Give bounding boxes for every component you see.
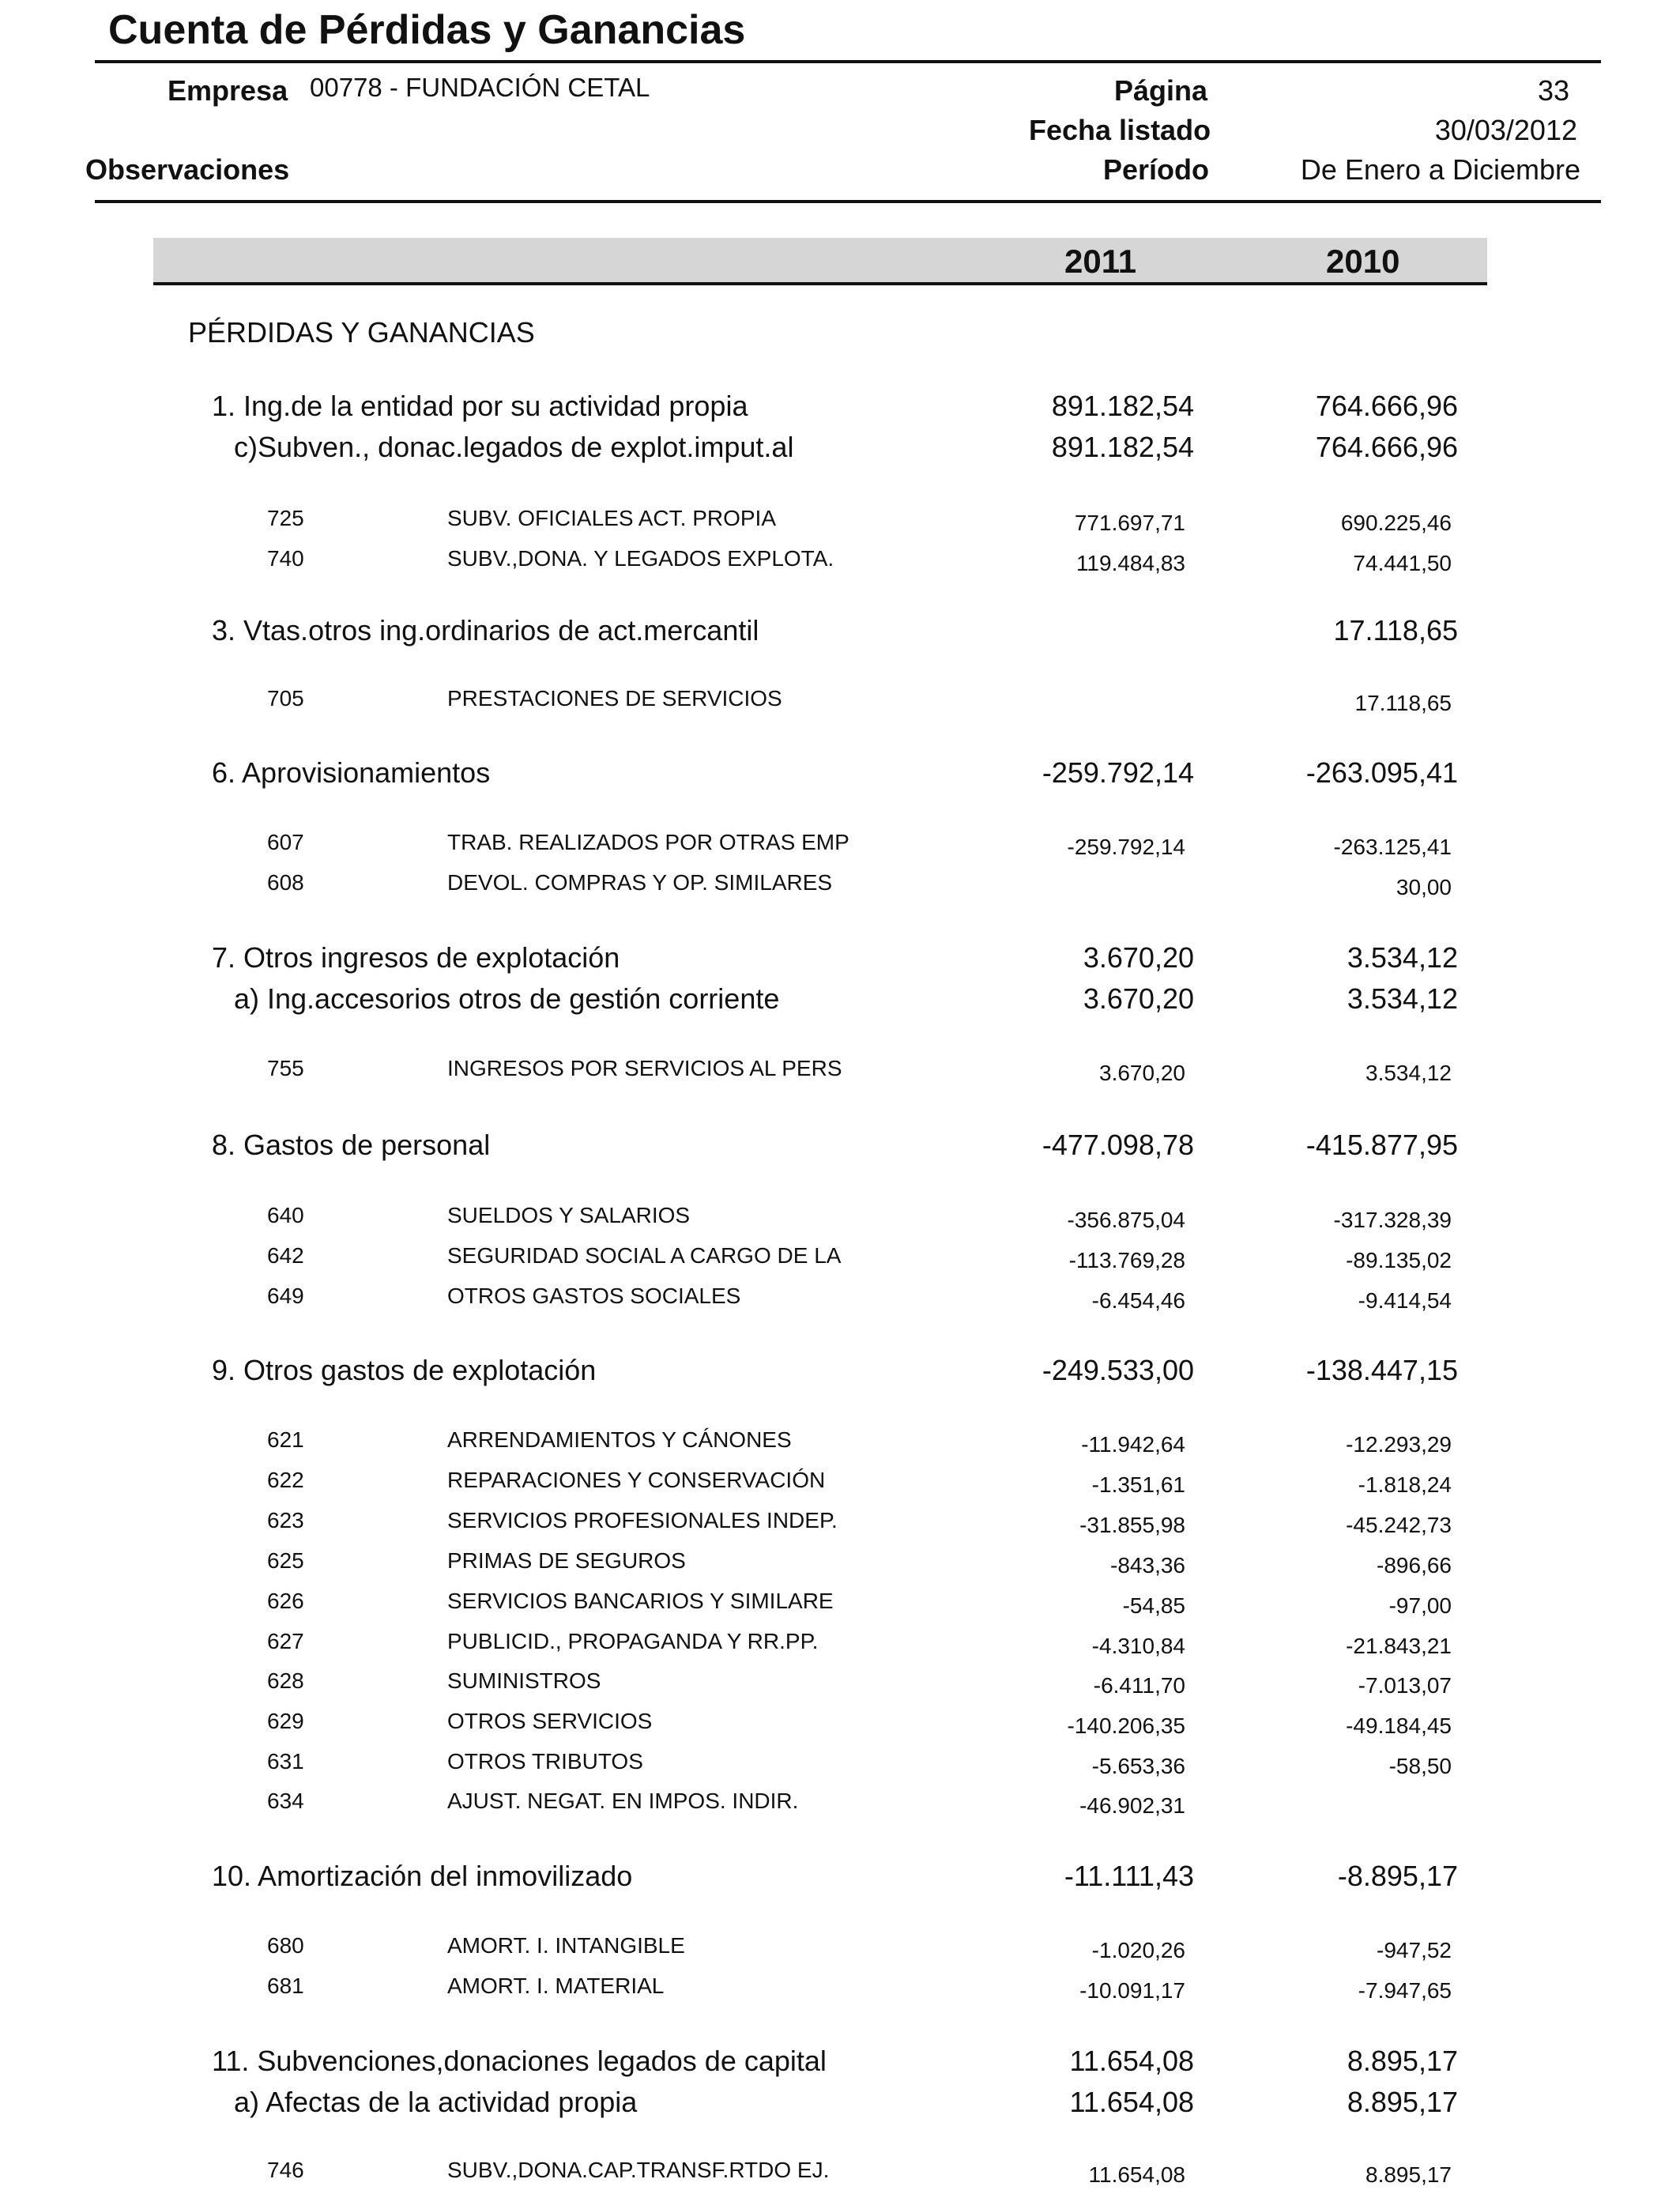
value-2011: -11.111,43 <box>1064 1860 1194 1892</box>
account-code: 680 <box>267 1933 304 1958</box>
line-item-label: a) Ing.accesorios otros de gestión corriente <box>234 982 780 1015</box>
value-2011: -249.533,00 <box>1042 1354 1194 1386</box>
value-2011: -31.855,98 <box>1079 1513 1185 1537</box>
account-description: TRAB. REALIZADOS POR OTRAS EMP <box>447 830 849 854</box>
periodo-label: Período <box>1103 153 1210 186</box>
account-code: 625 <box>267 1548 304 1573</box>
account-description: DEVOL. COMPRAS Y OP. SIMILARES <box>447 870 833 895</box>
value-2011: -356.875,04 <box>1067 1208 1185 1232</box>
account-description: OTROS GASTOS SOCIALES <box>447 1284 741 1308</box>
account-code: 746 <box>267 2158 304 2182</box>
account-code: 622 <box>267 1468 304 1492</box>
section-title: PÉRDIDAS Y GANANCIAS <box>188 316 535 349</box>
value-2011: 891.182,54 <box>1051 431 1194 463</box>
account-description: SUMINISTROS <box>447 1668 601 1693</box>
account-code: 608 <box>267 870 304 895</box>
account-code: 705 <box>267 686 304 711</box>
value-2010: -9.414,54 <box>1358 1288 1452 1313</box>
account-description: INGRESOS POR SERVICIOS AL PERS <box>447 1056 842 1080</box>
value-2011: -6.454,46 <box>1091 1288 1185 1313</box>
value-2011: -54,85 <box>1122 1593 1185 1618</box>
value-2010: -947,52 <box>1377 1938 1452 1962</box>
line-item-label: 11. Subvenciones,donaciones legados de capital <box>212 2045 827 2077</box>
header-top-rule <box>95 60 1601 63</box>
column-header-band <box>153 238 1487 285</box>
value-2011: -1.351,61 <box>1091 1472 1185 1497</box>
account-description: PRESTACIONES DE SERVICIOS <box>447 686 782 711</box>
value-2010: -263.095,41 <box>1305 756 1458 789</box>
empresa-value: 00778 - FUNDACIÓN CETAL <box>310 73 650 102</box>
account-code: 628 <box>267 1668 304 1693</box>
account-code: 740 <box>267 546 304 571</box>
value-2010: 74.441,50 <box>1353 551 1452 575</box>
value-2010: -58,50 <box>1388 1754 1452 1778</box>
value-2010: -1.818,24 <box>1358 1472 1452 1497</box>
account-description: SEGURIDAD SOCIAL A CARGO DE LA <box>447 1243 842 1268</box>
account-description: SUBV. OFICIALES ACT. PROPIA <box>447 506 776 530</box>
account-description: SERVICIOS BANCARIOS Y SIMILARE <box>447 1589 834 1613</box>
account-description: PUBLICID., PROPAGANDA Y RR.PP. <box>447 1629 819 1653</box>
observaciones-label: Observaciones <box>85 153 290 186</box>
account-code: 631 <box>267 1749 304 1774</box>
account-description: SUBV.,DONA.CAP.TRANSF.RTDO EJ. <box>447 2158 830 2182</box>
line-item-label: 8. Gastos de personal <box>212 1129 491 1161</box>
account-code: 649 <box>267 1284 304 1308</box>
value-2011: 771.697,71 <box>1074 511 1185 535</box>
value-2011: 3.670,20 <box>1083 982 1194 1015</box>
account-code: 629 <box>267 1709 304 1733</box>
value-2010: 8.895,17 <box>1347 2086 1458 2118</box>
account-code: 681 <box>267 1973 304 1998</box>
account-description: AMORT. I. MATERIAL <box>447 1973 665 1998</box>
value-2011: 11.654,08 <box>1069 2045 1194 2077</box>
value-2010: -97,00 <box>1388 1593 1452 1618</box>
value-2010: -7.947,65 <box>1358 1978 1452 2003</box>
value-2010: -138.447,15 <box>1305 1354 1458 1386</box>
pagina-label: Página <box>1114 74 1208 107</box>
value-2010: 690.225,46 <box>1340 511 1452 535</box>
fecha-value: 30/03/2012 <box>1434 114 1577 146</box>
value-2010: -415.877,95 <box>1305 1129 1458 1161</box>
value-2011: 11.654,08 <box>1088 2162 1185 2187</box>
account-code: 607 <box>267 830 304 854</box>
value-2011: -1.020,26 <box>1091 1938 1185 1962</box>
value-2011: -259.792,14 <box>1067 835 1185 859</box>
account-code: 623 <box>267 1508 304 1532</box>
empresa-label: Empresa <box>168 74 288 107</box>
account-code: 755 <box>267 1056 304 1080</box>
line-item-label: c)Subven., donac.legados de explot.imput.al <box>234 431 794 463</box>
line-item-label: 6. Aprovisionamientos <box>212 756 491 789</box>
value-2010: -263.125,41 <box>1333 835 1452 859</box>
line-item-label: 10. Amortización del inmovilizado <box>212 1860 633 1892</box>
periodo-value: De Enero a Diciembre <box>1300 153 1580 186</box>
line-item-label: 9. Otros gastos de explotación <box>212 1354 597 1386</box>
value-2010: 3.534,12 <box>1365 1061 1452 1085</box>
value-2010: -21.843,21 <box>1346 1634 1452 1658</box>
value-2010: 17.118,65 <box>1333 614 1458 647</box>
account-description: OTROS TRIBUTOS <box>447 1749 643 1774</box>
account-description: AJUST. NEGAT. EN IMPOS. INDIR. <box>447 1789 799 1813</box>
line-item-label: 1. Ing.de la entidad por su actividad propia <box>212 390 748 422</box>
account-code: 634 <box>267 1789 304 1813</box>
value-2010: -12.293,29 <box>1346 1432 1452 1457</box>
year-2011-header: 2011 <box>1064 243 1137 280</box>
account-description: PRIMAS DE SEGUROS <box>447 1548 686 1573</box>
line-item-label: 3. Vtas.otros ing.ordinarios de act.mercantil <box>212 614 759 647</box>
value-2011: 11.654,08 <box>1069 2086 1194 2118</box>
value-2011: 891.182,54 <box>1051 390 1194 422</box>
value-2010: 3.534,12 <box>1347 982 1458 1015</box>
account-description: OTROS SERVICIOS <box>447 1709 653 1733</box>
value-2010: -896,66 <box>1377 1553 1452 1578</box>
value-2011: -4.310,84 <box>1091 1634 1185 1658</box>
value-2011: -113.769,28 <box>1068 1248 1185 1272</box>
value-2010: 764.666,96 <box>1315 431 1458 463</box>
value-2011: -6.411,70 <box>1093 1673 1185 1698</box>
line-item-label: 7. Otros ingresos de explotación <box>212 941 620 974</box>
value-2011: -140.206,35 <box>1067 1713 1185 1738</box>
line-item-label: a) Afectas de la actividad propia <box>234 2086 638 2118</box>
value-2011: 119.484,83 <box>1075 551 1185 575</box>
account-description: REPARACIONES Y CONSERVACIÓN <box>447 1468 826 1492</box>
report-title: Cuenta de Pérdidas y Ganancias <box>108 7 746 53</box>
account-code: 621 <box>267 1427 304 1452</box>
year-2010-header: 2010 <box>1326 243 1400 280</box>
pagina-value: 33 <box>1537 74 1569 107</box>
account-description: SUELDOS Y SALARIOS <box>447 1203 691 1227</box>
account-code: 640 <box>267 1203 304 1227</box>
value-2010: 764.666,96 <box>1315 390 1458 422</box>
account-description: SERVICIOS PROFESIONALES INDEP. <box>447 1508 838 1532</box>
value-2011: -46.902,31 <box>1079 1793 1185 1818</box>
account-code: 626 <box>267 1589 304 1613</box>
value-2010: 30,00 <box>1396 875 1452 899</box>
account-description: SUBV.,DONA. Y LEGADOS EXPLOTA. <box>447 546 834 571</box>
value-2010: -49.184,45 <box>1346 1713 1452 1738</box>
account-description: ARRENDAMIENTOS Y CÁNONES <box>447 1427 792 1452</box>
value-2011: 3.670,20 <box>1083 941 1194 974</box>
account-description: AMORT. I. INTANGIBLE <box>447 1933 685 1958</box>
value-2011: -11.942,64 <box>1081 1432 1185 1457</box>
value-2010: 3.534,12 <box>1347 941 1458 974</box>
value-2011: -5.653,36 <box>1091 1754 1185 1778</box>
value-2011: -10.091,17 <box>1079 1978 1185 2003</box>
value-2010: 8.895,17 <box>1347 2045 1458 2077</box>
fecha-label: Fecha listado <box>1029 114 1211 146</box>
value-2011: 3.670,20 <box>1099 1061 1185 1085</box>
account-code: 642 <box>267 1243 304 1268</box>
value-2010: -7.013,07 <box>1358 1673 1452 1698</box>
value-2011: -477.098,78 <box>1042 1129 1194 1161</box>
account-code: 725 <box>267 506 304 530</box>
header-bottom-rule <box>95 200 1601 203</box>
value-2010: -317.328,39 <box>1333 1208 1452 1232</box>
value-2010: 8.895,17 <box>1365 2162 1452 2187</box>
value-2010: -8.895,17 <box>1337 1860 1458 1892</box>
value-2011: -259.792,14 <box>1042 756 1194 789</box>
value-2010: -89.135,02 <box>1346 1248 1452 1272</box>
value-2011: -843,36 <box>1110 1553 1185 1578</box>
account-code: 627 <box>267 1629 304 1653</box>
value-2010: -45.242,73 <box>1346 1513 1452 1537</box>
value-2010: 17.118,65 <box>1354 691 1452 715</box>
